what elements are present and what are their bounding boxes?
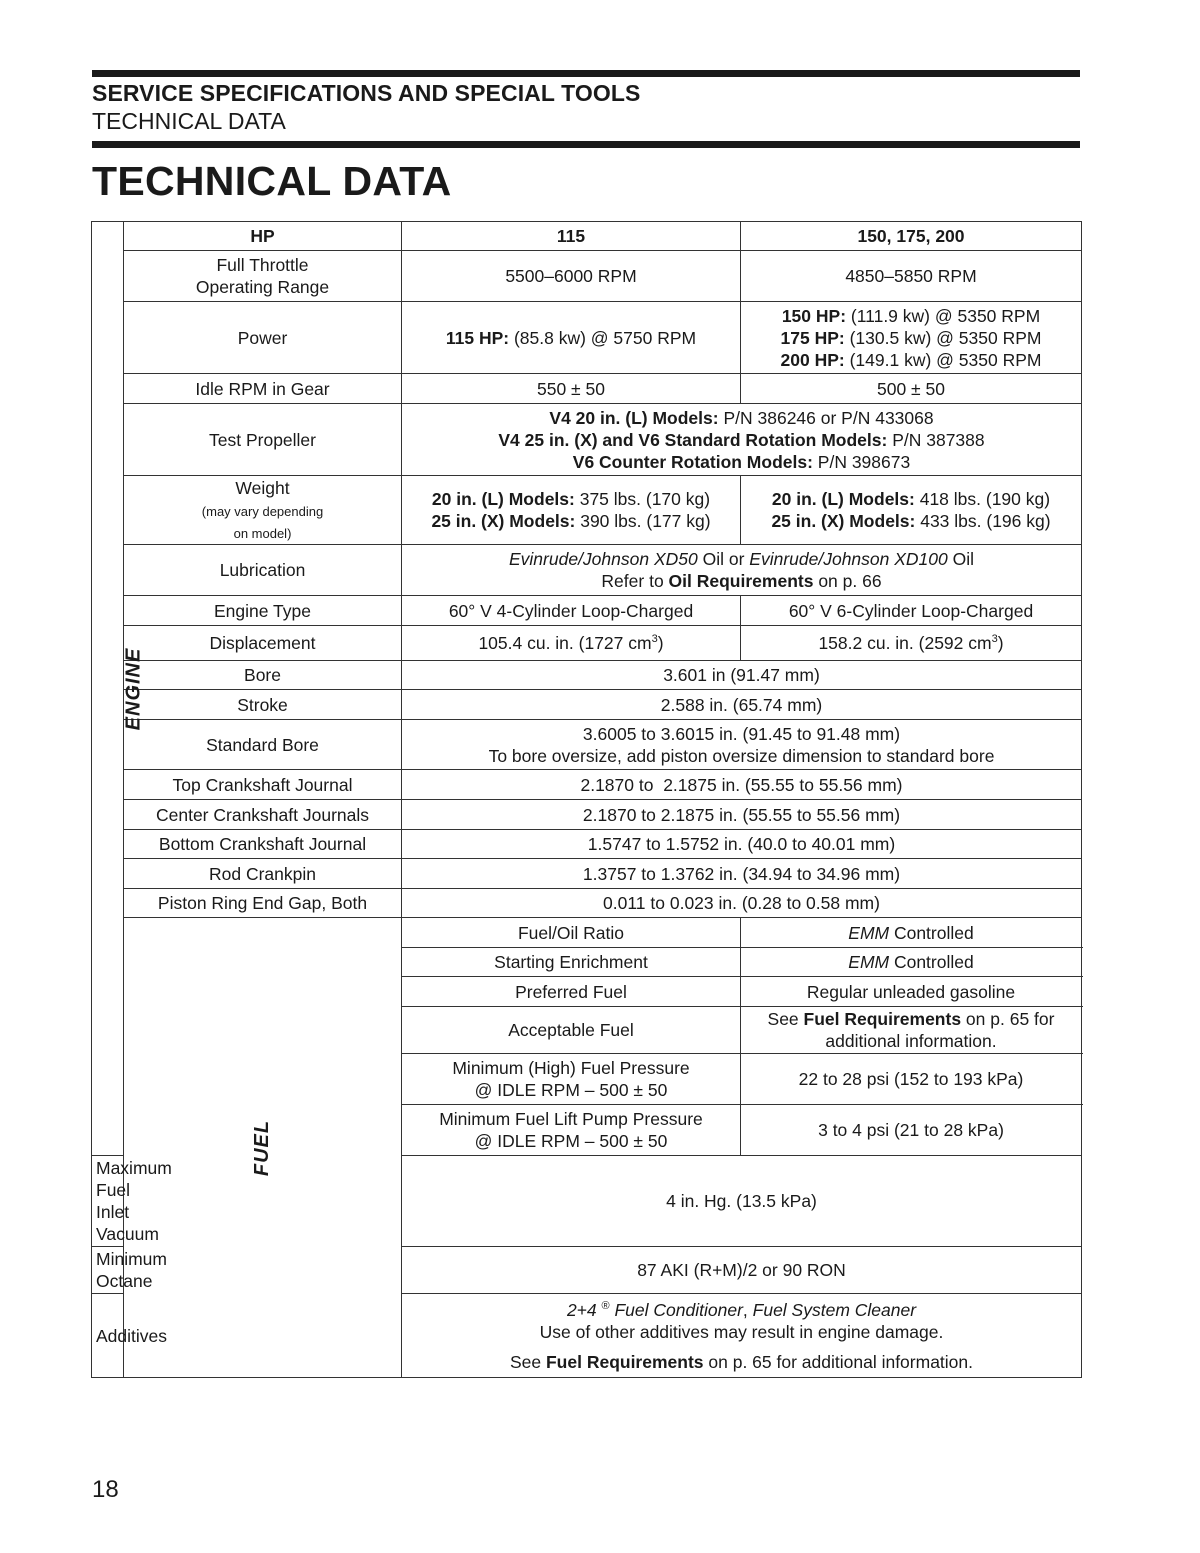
table-row-propeller [92,404,1082,476]
value-150: 4850–5850 RPM [741,251,1082,302]
row-label: Displacement [124,626,402,661]
value-all: 3.6005 to 3.6015 in. (91.45 to 91.48 mm) To bore oversize, add piston oversize dimension to standard bore [402,720,1082,770]
table-row-standard-bore [92,720,1082,770]
row-label: Minimum (High) Fuel Pressure @ IDLE RPM – 500 ± 50 [402,1054,741,1105]
row-label: Piston Ring End Gap, Both [124,889,402,918]
header-rule-bottom [92,141,1080,148]
row-label: Top Crankshaft Journal [124,770,402,800]
header-hp: HP [124,222,402,251]
table-row-bore [92,661,1082,690]
value-all: V4 20 in. (L) Models: P/N 386246 or P/N 433068 V4 25 in. (X) and V6 Standard Rotation Models: P/N 387388 V6 Counter Rotation Models: P/N 398673 [402,404,1082,476]
table-row-lubrication [92,545,1082,596]
row-label: Power [124,302,402,374]
value-all: 3 to 4 psi (21 to 28 kPa) [741,1105,1082,1156]
row-label: Full Throttle Operating Range [124,251,402,302]
row-label: Bottom Crankshaft Journal [124,830,402,859]
table-row-displacement [92,626,1082,661]
table-row-bottom-crankshaft [92,830,1082,859]
section-fuel-label: FUEL [251,1119,274,1176]
value-150: 150 HP: (111.9 kw) @ 5350 RPM 175 HP: (130.5 kw) @ 5350 RPM 200 HP: (149.1 kw) @ 5350 RPM [741,302,1082,374]
row-label: Minimum Fuel Lift Pump Pressure @ IDLE RPM – 500 ± 50 [402,1105,741,1156]
value-all: 1.5747 to 1.5752 in. (40.0 to 40.01 mm) [402,830,1082,859]
value-115: 60° V 4-Cylinder Loop-Charged [402,596,741,626]
row-label: Test Propeller [124,404,402,476]
table-row-ring-gap [92,889,1082,918]
row-label: Standard Bore [124,720,402,770]
row-label: Bore [124,661,402,690]
header-rule-top [92,70,1080,77]
section-engine-label: ENGINE [122,647,145,730]
row-label: Lubrication [124,545,402,596]
header-115: 115 [402,222,741,251]
row-label: Weight (may vary depending on model) [124,476,402,545]
table-row-weight [92,476,1082,545]
table-header-row [92,222,1082,251]
value-all: 4 in. Hg. (13.5 kPa) [402,1156,1082,1247]
value-all: EMM Controlled [741,918,1082,948]
section-engine [92,222,145,1156]
row-label: Stroke [124,690,402,720]
value-150: 20 in. (L) Models: 418 lbs. (190 kg) 25 in. (X) Models: 433 lbs. (196 kg) [741,476,1082,545]
value-115: 20 in. (L) Models: 375 lbs. (170 kg) 25 in. (X) Models: 390 lbs. (177 kg) [402,476,741,545]
value-150: 158.2 cu. in. (2592 $cm^3$) [741,626,1082,661]
table-row-rod-crankpin [92,859,1082,889]
table-row-top-crankshaft [92,770,1082,800]
value-115: 105.4 cu. in. (1727 $cm^3$) [402,626,741,661]
table-row-idle [92,374,1082,404]
value-150: 60° V 6-Cylinder Loop-Charged [741,596,1082,626]
value-115: 115 HP: (85.8 kw) @ 5750 RPM [402,302,741,374]
value-all: See Fuel Requirements on p. 65 for additional information. [741,1007,1082,1054]
table-row-engine-type [92,596,1082,626]
header-title: SERVICE SPECIFICATIONS AND SPECIAL TOOLS [92,80,641,106]
row-label: Center Crankshaft Journals [124,800,402,830]
page-number: 18 [92,1476,119,1503]
header-subtitle: TECHNICAL DATA [92,108,286,134]
row-label: Engine Type [124,596,402,626]
table-row-center-crankshaft [92,800,1082,830]
value-115: 5500–6000 RPM [402,251,741,302]
header-150-175-200: 150, 175, 200 [741,222,1082,251]
value-all: 2.1870 to 2.1875 in. (55.55 to 55.56 mm) [402,770,1082,800]
value-all: 3.601 in (91.47 mm) [402,661,1082,690]
technical-data-table [91,221,1082,1378]
row-label: Additives [92,1294,124,1378]
table-row-stroke [92,690,1082,720]
value-115: 550 ± 50 [402,374,741,404]
value-all: EMM Controlled [741,948,1082,977]
row-label: Fuel/Oil Ratio [402,918,741,948]
value-all: Regular unleaded gasoline [741,977,1082,1007]
row-label: Preferred Fuel [402,977,741,1007]
row-label: Acceptable Fuel [402,1007,741,1054]
value-all: 2.588 in. (65.74 mm) [402,690,1082,720]
table-row-power [92,302,1082,374]
page-title: TECHNICAL DATA [92,158,452,204]
value-all: 2+4 ® Fuel Conditioner, Fuel System Cleaner Use of other additives may result in engine damage. See Fuel Requirements on p. 65 for additional information. [402,1294,1082,1378]
row-label: Rod Crankpin [124,859,402,889]
value-all: Evinrude/Johnson XD50 Oil or Evinrude/Johnson XD100 Oil Refer to Oil Requirements on p. 66 [402,545,1082,596]
value-all: 2.1870 to 2.1875 in. (55.55 to 55.56 mm) [402,800,1082,830]
table-row-throttle [92,251,1082,302]
value-all: 0.011 to 0.023 in. (0.28 to 0.58 mm) [402,889,1082,918]
row-label: Idle RPM in Gear [124,374,402,404]
section-fuel [124,918,402,1378]
value-all: 1.3757 to 1.3762 in. (34.94 to 34.96 mm) [402,859,1082,889]
value-all: 87 AKI (R+M)/2 or 90 RON [402,1247,1082,1294]
row-label: Maximum Fuel Inlet Vacuum [92,1156,124,1247]
row-label: Starting Enrichment [402,948,741,977]
value-all: 22 to 28 psi (152 to 193 kPa) [741,1054,1082,1105]
value-150: 500 ± 50 [741,374,1082,404]
row-label: Minimum Octane [92,1247,124,1294]
table-row-fuel-oil-ratio [92,918,1082,948]
